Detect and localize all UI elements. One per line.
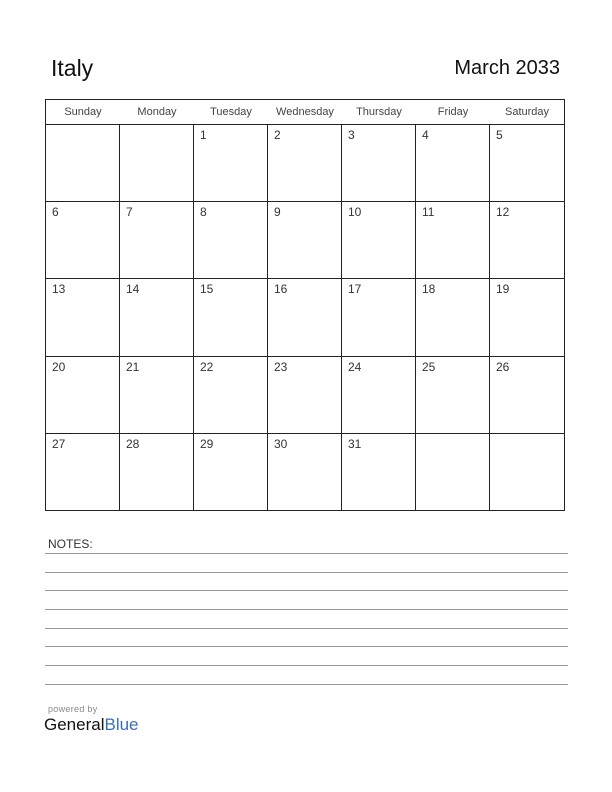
day-cell [46,125,120,202]
day-cell: 2 [268,125,342,202]
weekday-header: Saturday [504,106,550,118]
month-title: March 2033 [454,57,560,79]
brand-name-general: General [44,715,105,734]
weekday-header: Sunday [64,106,102,118]
day-cell: 16 [268,279,342,356]
day-cell: 7 [120,202,194,279]
day-cell: 13 [46,279,120,356]
brand-name-blue: Blue [104,715,139,734]
calendar-body [46,125,564,511]
weekday-header: Thursday [356,106,402,118]
day-cell: 9 [268,202,342,279]
country-title: Italy [51,55,94,81]
weekday-header: Wednesday [276,106,334,118]
calendar-grid [45,99,565,511]
day-cell: 26 [490,357,564,434]
day-cell: 19 [490,279,564,356]
day-cell: 24 [342,357,416,434]
day-cell: 8 [194,202,268,279]
notes-line [45,665,568,666]
day-cell: 20 [46,357,120,434]
day-cell: 6 [46,202,120,279]
weekday-header: Monday [137,106,177,118]
day-cell: 25 [416,357,490,434]
brand-name [44,715,139,735]
notes-line [45,572,568,573]
notes-line [45,609,568,610]
day-cell: 14 [120,279,194,356]
weekday-header-row [46,100,564,125]
day-cell: 11 [416,202,490,279]
day-cell: 29 [194,434,268,511]
day-cell: 23 [268,357,342,434]
day-cell [416,434,490,511]
day-cell: 12 [490,202,564,279]
weekday-header: Friday [437,106,469,118]
day-cell: 10 [342,202,416,279]
powered-by-text: powered by [48,704,98,714]
day-cell: 5 [490,125,564,202]
day-cell: 17 [342,279,416,356]
day-cell: 15 [194,279,268,356]
day-cell: 30 [268,434,342,511]
notes-line [45,646,568,647]
day-cell: 1 [194,125,268,202]
notes-line [45,590,568,591]
notes-line [45,553,568,554]
day-cell: 28 [120,434,194,511]
day-cell: 31 [342,434,416,511]
day-cell [490,434,564,511]
notes-label: NOTES: [48,537,93,551]
day-cell: 21 [120,357,194,434]
generalblue-logo [44,704,139,735]
day-cell: 3 [342,125,416,202]
day-cell: 27 [46,434,120,511]
notes-line [45,628,568,629]
weekday-header: Tuesday [210,106,252,118]
day-cell [120,125,194,202]
day-cell: 4 [416,125,490,202]
day-cell: 18 [416,279,490,356]
day-cell: 22 [194,357,268,434]
notes-line [45,684,568,685]
